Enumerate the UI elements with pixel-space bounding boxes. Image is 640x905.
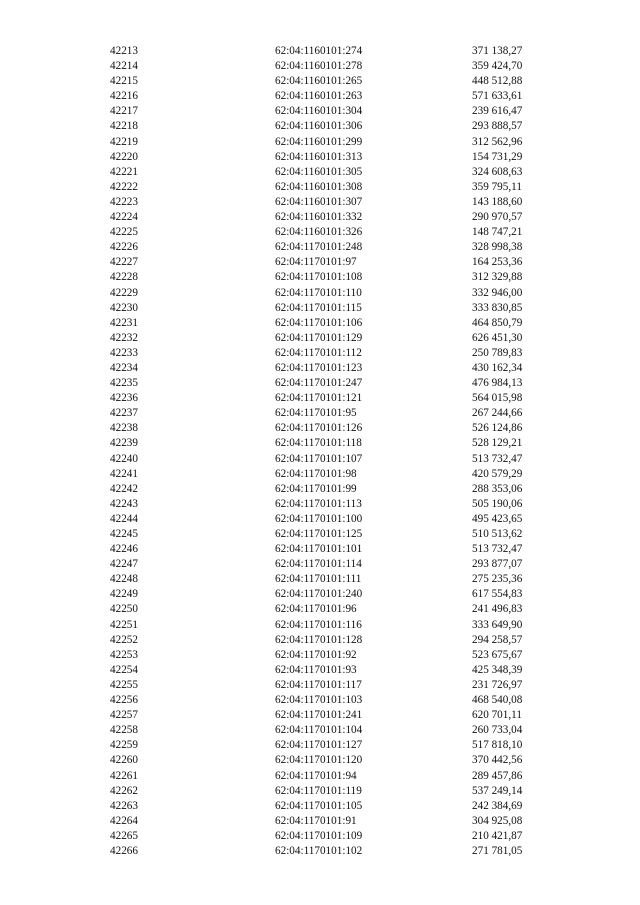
- row-number: 42236: [110, 392, 138, 405]
- cadastral-number: 62:04:1170101:126: [275, 422, 363, 435]
- table-row: [0, 648, 640, 663]
- cadastral-value: 359 795,11: [472, 180, 522, 193]
- row-number: 42227: [110, 256, 138, 269]
- table-row: [0, 587, 640, 602]
- row-number: 42251: [110, 618, 138, 631]
- row-number: 42226: [110, 241, 138, 254]
- cadastral-number: 62:04:1170101:110: [275, 286, 362, 299]
- row-number: 42230: [110, 301, 138, 314]
- cadastral-value: 294 258,57: [472, 633, 523, 646]
- cadastral-number: 62:04:1160101:299: [275, 135, 363, 148]
- cadastral-value: 371 138,27: [472, 45, 523, 57]
- row-number: 42247: [110, 558, 138, 571]
- cadastral-value: 513 732,47: [472, 543, 523, 556]
- cadastral-value: 420 579,29: [472, 467, 523, 480]
- cadastral-value: 528 129,21: [472, 437, 523, 450]
- cadastral-value: 275 235,36: [472, 573, 523, 586]
- cadastral-number: 62:04:1170101:240: [275, 588, 363, 601]
- table-row: [0, 240, 640, 255]
- row-number: 42213: [110, 45, 138, 57]
- table-row: [0, 195, 640, 210]
- row-number: 42240: [110, 452, 138, 465]
- row-number: 42218: [110, 120, 138, 133]
- table-row: [0, 150, 640, 165]
- row-number: 42259: [110, 739, 138, 752]
- cadastral-number: 62:04:1170101:248: [275, 241, 363, 254]
- table-row: [0, 135, 640, 150]
- row-number: 42241: [110, 467, 138, 480]
- cadastral-value: 510 513,62: [472, 528, 523, 540]
- row-number: 42265: [110, 829, 138, 842]
- cadastral-value: 571 633,61: [472, 90, 523, 103]
- table-row: [0, 301, 640, 316]
- cadastral-value: 333 649,90: [472, 618, 523, 631]
- cadastral-value: 250 789,83: [472, 346, 523, 359]
- row-number: 42239: [110, 437, 138, 450]
- table-row: [0, 255, 640, 270]
- row-number: 42257: [110, 709, 138, 722]
- table-row: [0, 799, 640, 814]
- cadastral-number: 62:04:1170101:112: [275, 346, 362, 359]
- table-row: [0, 829, 640, 844]
- table-row: [0, 693, 640, 708]
- cadastral-number: 62:04:1170101:247: [275, 377, 363, 390]
- table-row: [0, 497, 640, 512]
- row-number: 42262: [110, 784, 138, 797]
- table-row: [0, 467, 640, 482]
- cadastral-value: 293 877,07: [472, 558, 523, 571]
- cadastral-value: 267 244,66: [472, 407, 523, 420]
- row-number: 42215: [110, 75, 138, 88]
- row-number: 42233: [110, 346, 138, 359]
- cadastral-number: 62:04:1170101:114: [275, 558, 362, 571]
- row-number: 42255: [110, 678, 138, 691]
- row-number: 42216: [110, 90, 138, 103]
- cadastral-value: 564 015,98: [472, 392, 523, 405]
- row-number: 42238: [110, 422, 138, 435]
- table-row: [0, 527, 640, 542]
- cadastral-value: 293 888,57: [472, 120, 523, 133]
- cadastral-number: 62:04:1160101:307: [275, 195, 363, 208]
- cadastral-number: 62:04:1170101:115: [275, 301, 362, 314]
- row-number: 42220: [110, 150, 138, 163]
- cadastral-number: 62:04:1170101:109: [275, 829, 363, 842]
- table-row: [0, 618, 640, 633]
- cadastral-value: 241 496,83: [472, 603, 523, 616]
- table-row: [0, 421, 640, 436]
- cadastral-value: 476 984,13: [472, 377, 523, 390]
- row-number: 42242: [110, 482, 138, 495]
- table-row: [0, 753, 640, 768]
- table-row: [0, 89, 640, 104]
- row-number: 42244: [110, 512, 138, 525]
- cadastral-number: 62:04:1160101:304: [275, 105, 363, 118]
- table-row: [0, 602, 640, 617]
- cadastral-value: 260 733,04: [472, 724, 523, 737]
- data-table: [0, 44, 640, 859]
- cadastral-number: 62:04:1170101:104: [275, 724, 363, 737]
- cadastral-value: 312 329,88: [472, 271, 523, 284]
- row-number: 42217: [110, 105, 138, 118]
- cadastral-value: 333 830,85: [472, 301, 523, 314]
- cadastral-number: 62:04:1170101:120: [275, 754, 363, 767]
- row-number: 42256: [110, 694, 138, 707]
- cadastral-value: 537 249,14: [472, 784, 523, 797]
- table-row: [0, 210, 640, 225]
- cadastral-number: 62:04:1170101:129: [275, 331, 363, 344]
- cadastral-value: 239 616,47: [472, 105, 523, 118]
- cadastral-number: 62:04:1170101:128: [275, 633, 363, 646]
- cadastral-number: 62:04:1160101:308: [275, 180, 363, 193]
- cadastral-number: 62:04:1170101:108: [275, 271, 363, 284]
- cadastral-number: 62:04:1170101:106: [275, 316, 363, 329]
- cadastral-number: 62:04:1170101:127: [275, 739, 363, 752]
- cadastral-number: 62:04:1170101:105: [275, 799, 363, 812]
- row-number: 42249: [110, 588, 138, 601]
- table-row: [0, 104, 640, 119]
- cadastral-number: 62:04:1170101:103: [275, 694, 363, 707]
- cadastral-value: 517 818,10: [472, 739, 523, 752]
- cadastral-value: 464 850,79: [472, 316, 523, 329]
- cadastral-number: 62:04:1170101:94: [275, 769, 357, 782]
- cadastral-number: 62:04:1170101:125: [275, 528, 363, 540]
- table-row: [0, 784, 640, 799]
- cadastral-number: 62:04:1170101:96: [275, 603, 357, 616]
- table-row: [0, 180, 640, 195]
- table-row: [0, 769, 640, 784]
- cadastral-value: 448 512,88: [472, 75, 523, 88]
- cadastral-value: 148 747,21: [472, 226, 523, 239]
- cadastral-value: 425 348,39: [472, 663, 523, 676]
- cadastral-value: 210 421,87: [472, 829, 523, 842]
- cadastral-number: 62:04:1170101:241: [275, 709, 363, 722]
- cadastral-number: 62:04:1160101:326: [275, 226, 363, 239]
- cadastral-value: 617 554,83: [472, 588, 523, 601]
- table-row: [0, 452, 640, 467]
- table-row: [0, 406, 640, 421]
- cadastral-value: 164 253,36: [472, 256, 523, 269]
- cadastral-number: 62:04:1170101:119: [275, 784, 362, 797]
- cadastral-number: 62:04:1170101:102: [275, 844, 363, 857]
- cadastral-value: 513 732,47: [472, 452, 523, 465]
- row-number: 42231: [110, 316, 138, 329]
- table-row: [0, 74, 640, 89]
- table-row: [0, 708, 640, 723]
- table-row: [0, 225, 640, 240]
- table-row: [0, 844, 640, 859]
- row-number: 42264: [110, 814, 138, 827]
- table-row: [0, 723, 640, 738]
- table-row: [0, 346, 640, 361]
- table-row: [0, 542, 640, 557]
- row-number: 42214: [110, 60, 138, 73]
- row-number: 42222: [110, 180, 138, 193]
- table-row: [0, 738, 640, 753]
- cadastral-value: 271 781,05: [472, 844, 523, 857]
- table-row: [0, 376, 640, 391]
- row-number: 42252: [110, 633, 138, 646]
- row-number: 42258: [110, 724, 138, 737]
- cadastral-value: 324 608,63: [472, 165, 523, 178]
- row-number: 42243: [110, 497, 138, 510]
- cadastral-value: 304 925,08: [472, 814, 523, 827]
- cadastral-number: 62:04:1160101:278: [275, 60, 363, 73]
- cadastral-number: 62:04:1170101:117: [275, 678, 362, 691]
- cadastral-number: 62:04:1170101:107: [275, 452, 363, 465]
- cadastral-number: 62:04:1170101:99: [275, 482, 357, 495]
- table-row: [0, 361, 640, 376]
- cadastral-number: 62:04:1160101:306: [275, 120, 363, 133]
- row-number: 42263: [110, 799, 138, 812]
- table-row: [0, 572, 640, 587]
- cadastral-number: 62:04:1170101:91: [275, 814, 357, 827]
- row-number: 42260: [110, 754, 138, 767]
- cadastral-number: 62:04:1170101:100: [275, 512, 363, 525]
- cadastral-number: 62:04:1170101:92: [275, 648, 357, 661]
- table-row: [0, 482, 640, 497]
- row-number: 42253: [110, 648, 138, 661]
- cadastral-value: 154 731,29: [472, 150, 523, 163]
- table-row: [0, 814, 640, 829]
- row-number: 42223: [110, 195, 138, 208]
- row-number: 42266: [110, 844, 138, 857]
- row-number: 42245: [110, 528, 138, 540]
- cadastral-value: 523 675,67: [472, 648, 523, 661]
- cadastral-number: 62:04:1170101:123: [275, 361, 363, 374]
- table-row: [0, 286, 640, 301]
- row-number: 42235: [110, 377, 138, 390]
- row-number: 42248: [110, 573, 138, 586]
- cadastral-number: 62:04:1170101:121: [275, 392, 363, 405]
- table-row: [0, 59, 640, 74]
- table-row: [0, 119, 640, 134]
- cadastral-value: 495 423,65: [472, 512, 523, 525]
- table-row: [0, 512, 640, 527]
- table-row: [0, 663, 640, 678]
- cadastral-value: 620 701,11: [472, 709, 522, 722]
- cadastral-number: 62:04:1170101:118: [275, 437, 362, 450]
- cadastral-value: 370 442,56: [472, 754, 523, 767]
- table-row: [0, 270, 640, 285]
- row-number: 42234: [110, 361, 138, 374]
- cadastral-value: 505 190,06: [472, 497, 523, 510]
- row-number: 42232: [110, 331, 138, 344]
- cadastral-number: 62:04:1160101:274: [275, 45, 363, 57]
- cadastral-number: 62:04:1170101:101: [275, 543, 363, 556]
- row-number: 42246: [110, 543, 138, 556]
- cadastral-number: 62:04:1170101:116: [275, 618, 362, 631]
- cadastral-value: 290 970,57: [472, 211, 523, 224]
- table-row: [0, 165, 640, 180]
- row-number: 42237: [110, 407, 138, 420]
- cadastral-number: 62:04:1170101:111: [275, 573, 362, 586]
- row-number: 42254: [110, 663, 138, 676]
- table-row: [0, 44, 640, 59]
- cadastral-number: 62:04:1160101:305: [275, 165, 363, 178]
- cadastral-value: 430 162,34: [472, 361, 523, 374]
- cadastral-number: 62:04:1170101:98: [275, 467, 357, 480]
- cadastral-value: 626 451,30: [472, 331, 523, 344]
- cadastral-number: 62:04:1160101:313: [275, 150, 363, 163]
- row-number: 42261: [110, 769, 138, 782]
- cadastral-value: 359 424,70: [472, 60, 523, 73]
- cadastral-number: 62:04:1170101:95: [275, 407, 357, 420]
- row-number: 42225: [110, 226, 138, 239]
- row-number: 42219: [110, 135, 138, 148]
- cadastral-value: 312 562,96: [472, 135, 523, 148]
- cadastral-number: 62:04:1160101:332: [275, 211, 363, 224]
- table-row: [0, 678, 640, 693]
- cadastral-number: 62:04:1170101:97: [275, 256, 357, 269]
- cadastral-number: 62:04:1160101:263: [275, 90, 363, 103]
- cadastral-value: 242 384,69: [472, 799, 523, 812]
- cadastral-value: 231 726,97: [472, 678, 523, 691]
- table-row: [0, 436, 640, 451]
- cadastral-value: 143 188,60: [472, 195, 523, 208]
- row-number: 42229: [110, 286, 138, 299]
- cadastral-number: 62:04:1170101:93: [275, 663, 357, 676]
- cadastral-value: 332 946,00: [472, 286, 523, 299]
- cadastral-number: 62:04:1170101:113: [275, 497, 362, 510]
- cadastral-value: 288 353,06: [472, 482, 523, 495]
- cadastral-number: 62:04:1160101:265: [275, 75, 363, 88]
- table-row: [0, 391, 640, 406]
- cadastral-value: 526 124,86: [472, 422, 523, 435]
- cadastral-value: 468 540,08: [472, 694, 523, 707]
- cadastral-value: 289 457,86: [472, 769, 523, 782]
- table-row: [0, 331, 640, 346]
- cadastral-value: 328 998,38: [472, 241, 523, 254]
- row-number: 42228: [110, 271, 138, 284]
- table-row: [0, 633, 640, 648]
- table-row: [0, 557, 640, 572]
- table-row: [0, 316, 640, 331]
- row-number: 42250: [110, 603, 138, 616]
- row-number: 42224: [110, 211, 138, 224]
- row-number: 42221: [110, 165, 138, 178]
